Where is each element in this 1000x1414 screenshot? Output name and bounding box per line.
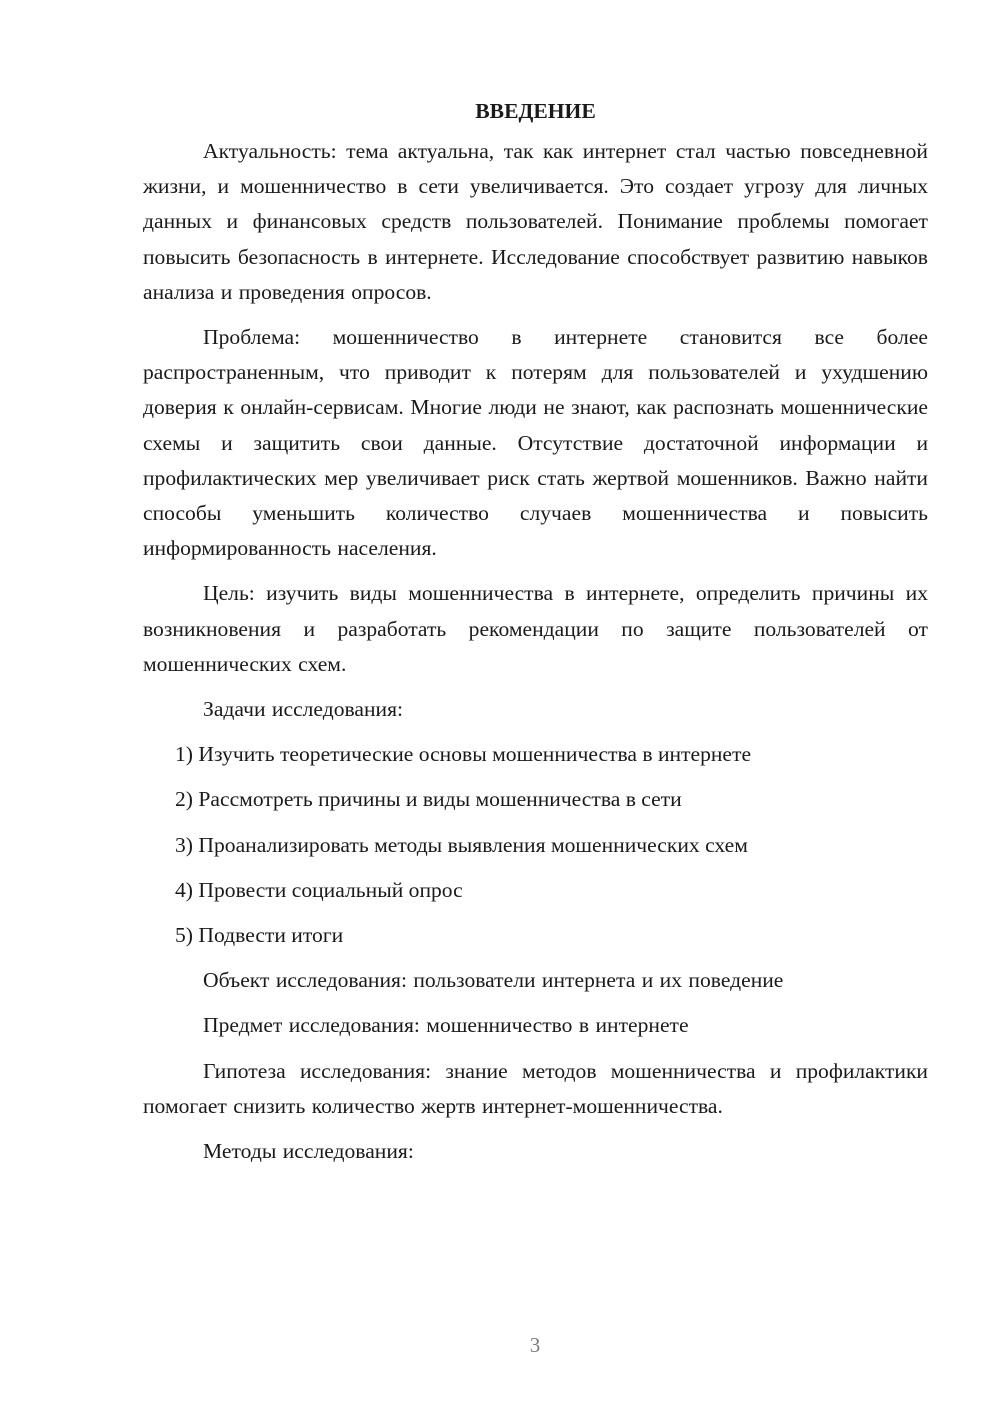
page-content xyxy=(143,96,928,1179)
task-item: 4) Провести социальный опрос xyxy=(175,877,463,902)
task-item: 2) Рассмотреть причины и виды мошенничества в сети xyxy=(175,787,682,812)
task-item: 5) Подвести итоги xyxy=(175,923,344,948)
goal-paragraph: Цель: изучить виды мошенничества в интернете, определить причины их возникновения и разработать рекомендации по защите пользователей от мошеннических схем. xyxy=(143,581,928,676)
research-object: Объект исследования: пользователи интернета и их поведение xyxy=(203,968,784,993)
methods-heading: Методы исследования: xyxy=(203,1139,414,1164)
task-item: 3) Проанализировать методы выявления мошеннических схем xyxy=(175,832,748,857)
research-subject: Предмет исследования: мошенничество в интернете xyxy=(203,1013,689,1038)
problem-paragraph: Проблема: мошенничество в интернете становится все более распространенным, что приводит к потерям для пользователей и ухудшению доверия к онлайн-сервисам. Многие люди не знают, как распознать мошеннические схемы и защитить свои данные. Отсутствие достаточной информации и профилактических мер увеличивает риск стать жертвой мошенников. Важно найти способы уменьшить количество случаев мошенничества и повысить информированность населения. xyxy=(143,325,928,561)
relevance-paragraph: Актуальность: тема актуальна, так как интернет стал частью повседневной жизни, и мошенничество в сети увеличивается. Это создает угрозу для личных данных и финансовых средств пользователей. Понимание проблемы помогает повысить безопасность в интернете. Исследование способствует развитию навыков анализа и проведения опросов. xyxy=(143,139,928,304)
research-hypothesis: Гипотеза исследования: знание методов мошенничества и профилактики помогает снизить количество жертв интернет-мошенничества. xyxy=(143,1058,928,1118)
section-title: ВВЕДЕНИЕ xyxy=(475,99,596,123)
tasks-heading: Задачи исследования: xyxy=(203,697,404,722)
task-item: 1) Изучить теоретические основы мошенничества в интернете xyxy=(175,742,752,767)
page-number: 3 xyxy=(529,1333,541,1357)
tasks-list xyxy=(143,737,928,953)
